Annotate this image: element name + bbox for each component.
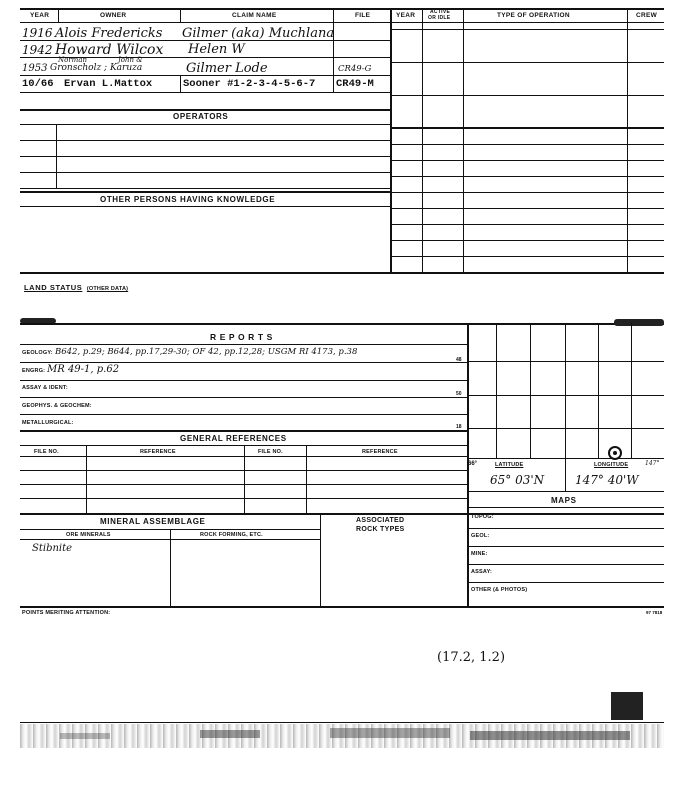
ref-file-no-header-2: FILE NO. bbox=[258, 449, 283, 455]
general-references-title: GENERAL REFERENCES bbox=[180, 434, 287, 443]
longitude-value: 147° 40'W bbox=[575, 473, 639, 487]
maps-title: MAPS bbox=[551, 496, 577, 505]
maps-assay-label: ASSAY: bbox=[471, 569, 493, 575]
geology-label: GEOLOGY: bbox=[22, 350, 53, 356]
assay-ident-label: ASSAY & IDENT: bbox=[22, 385, 68, 391]
latitude-label: LATITUDE bbox=[495, 462, 524, 468]
engrg-label: ENGRG: bbox=[22, 368, 46, 374]
ref-file-no-header-1: FILE NO. bbox=[34, 449, 59, 455]
operators-label: OPERATORS bbox=[173, 112, 229, 121]
maps-topog-label: TOPOG: bbox=[471, 514, 494, 520]
col-crew-header: CREW bbox=[636, 12, 658, 19]
longitude-label: LONGITUDE bbox=[594, 462, 629, 468]
col-claim-name-header: CLAIM NAME bbox=[232, 12, 277, 19]
ore-minerals-header: ORE MINERALS bbox=[66, 532, 111, 538]
col-type-of-operation-header: TYPE OF OPERATION bbox=[497, 12, 570, 19]
metallurgical-label: METALLURGICAL: bbox=[22, 420, 74, 426]
circle-marker-icon bbox=[608, 446, 622, 460]
reports-title: R E P O R T S bbox=[210, 332, 273, 342]
land-status-label: LAND STATUS (OTHER DATA) bbox=[24, 283, 129, 292]
other-persons-label: OTHER PERSONS HAVING KNOWLEDGE bbox=[100, 195, 276, 204]
engrg-value: MR 49-1, p.62 bbox=[47, 364, 120, 375]
coordinate-note: (17.2, 1.2) bbox=[437, 650, 506, 665]
form-number: 97 7818 bbox=[646, 610, 663, 615]
points-meriting-attention-label: POINTS MERITING ATTENTION: bbox=[22, 610, 111, 616]
maps-other-label: OTHER (& PHOTOS) bbox=[471, 587, 528, 593]
latitude-value: 65° 03'N bbox=[490, 473, 545, 487]
geology-value: B642, p.29; B644, pp.17,29-30; OF 42, pp.12,28; USGM RI 4173, p.38 bbox=[55, 347, 358, 357]
ore-mineral-value: Stibnite bbox=[32, 543, 73, 554]
col-active-header: ACTIVE bbox=[430, 9, 451, 15]
ref-reference-header-1: REFERENCE bbox=[140, 449, 176, 455]
col-year2-header: YEAR bbox=[396, 12, 416, 19]
rock-types-label: ROCK TYPES bbox=[356, 526, 405, 533]
maps-geol-label: GEOL: bbox=[471, 533, 490, 539]
associated-label: ASSOCIATED bbox=[356, 517, 405, 524]
col-year-header: YEAR bbox=[30, 12, 50, 19]
col-idle-header: OR IDLE bbox=[428, 15, 451, 21]
maps-mine-label: MINE: bbox=[471, 551, 488, 557]
black-block bbox=[611, 692, 643, 720]
rock-forming-header: ROCK FORMING, ETC. bbox=[200, 532, 263, 538]
col-file-header: FILE bbox=[355, 12, 371, 19]
geophys-label: GEOPHYS. & GEOCHEM: bbox=[22, 403, 92, 409]
mineral-assemblage-title: MINERAL ASSEMBLAGE bbox=[100, 517, 206, 526]
ref-reference-header-2: REFERENCE bbox=[362, 449, 398, 455]
col-owner-header: OWNER bbox=[100, 12, 127, 19]
